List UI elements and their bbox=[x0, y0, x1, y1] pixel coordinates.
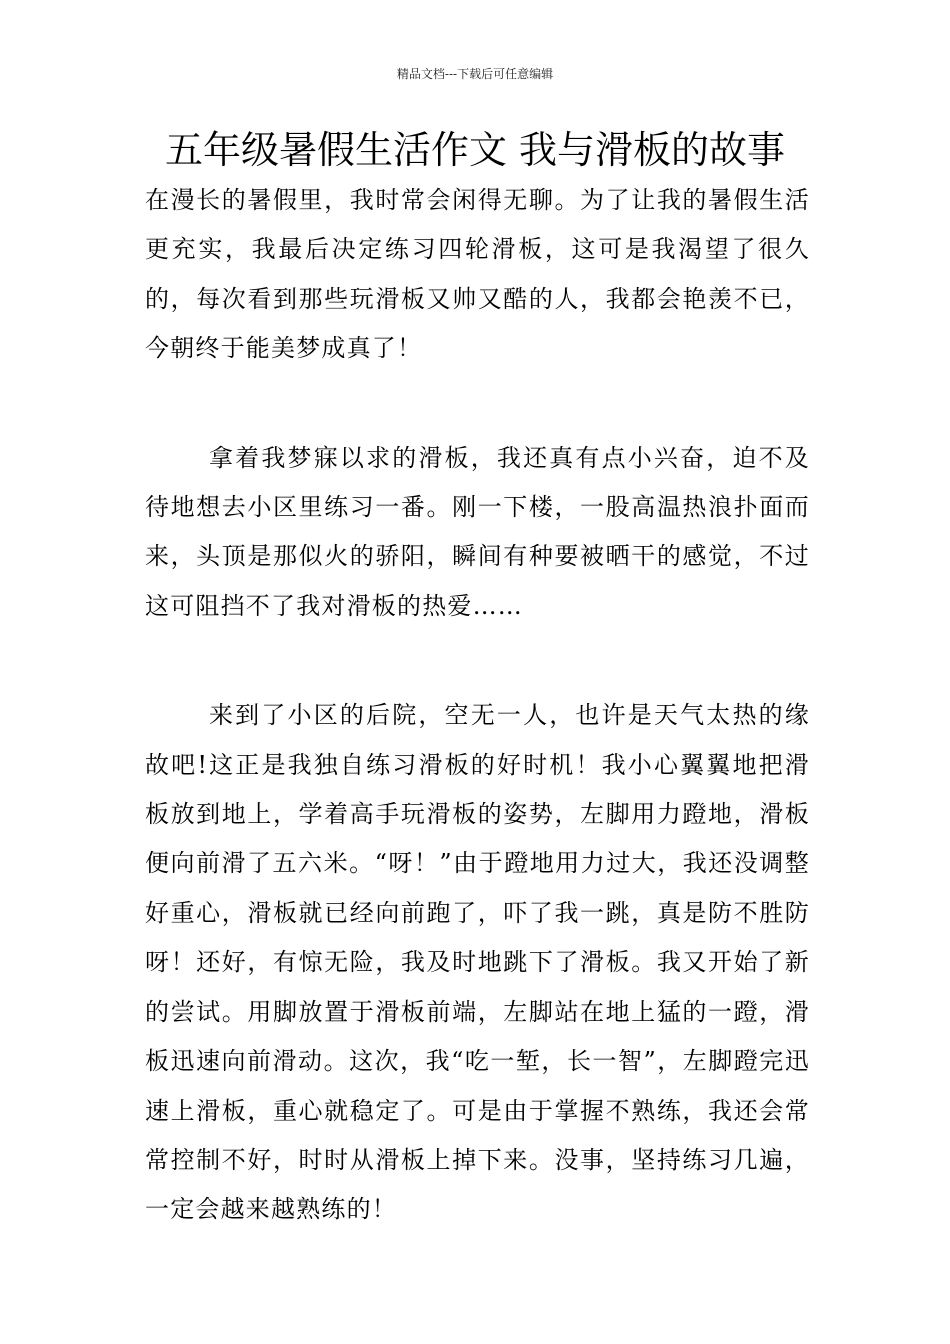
paragraph-gap bbox=[145, 631, 810, 691]
header-note: 精品文档---下载后可任意编辑 bbox=[396, 67, 554, 81]
paragraph-1: 在漫长的暑假里，我时常会闲得无聊。为了让我的暑假生活更充实，我最后决定练习四轮滑板，这可是我渴望了很久的，每次看到那些玩滑板又帅又酷的人，我都会艳羡不已，今朝终于能美梦成真了！ bbox=[145, 186, 810, 363]
paragraph-gap bbox=[145, 374, 810, 434]
essay-body bbox=[145, 176, 810, 1235]
paragraph-2: 拿着我梦寐以求的滑板，我还真有点小兴奋，迫不及待地想去小区里练习一番。刚一下楼，一股高温热浪扑面而来，头顶是那似火的骄阳，瞬间有种要被晒干的感觉，不过这可阻挡不了我对滑板的热爱…… bbox=[145, 443, 810, 620]
page-title: 五年级暑假生活作文 我与滑板的故事 bbox=[164, 128, 786, 172]
paragraph-3: 来到了小区的后院，空无一人，也许是天气太热的缘故吧!这正是我独自练习滑板的好时机！我小心翼翼地把滑板放到地上，学着高手玩滑板的姿势，左脚用力蹬地，滑板便向前滑了五六米。“呀！”由于蹬地用力过大，我还没调整好重心，滑板就已经向前跑了，吓了我一跳，真是防不胜防呀！还好，有惊无险，我及时地跳下了滑板。我又开始了新的尝试。用脚放置于滑板前端，左脚站在地上猛的一蹬，滑板迅速向前滑动。这次，我“吃一堑，长一智”，左脚蹬完迅速上滑板，重心就稳定了。可是由于掌握不熟练，我还会常常控制不好，时时从滑板上掉下来。没事，坚持练习几遍，一定会越来越熟练的！ bbox=[145, 701, 810, 1224]
